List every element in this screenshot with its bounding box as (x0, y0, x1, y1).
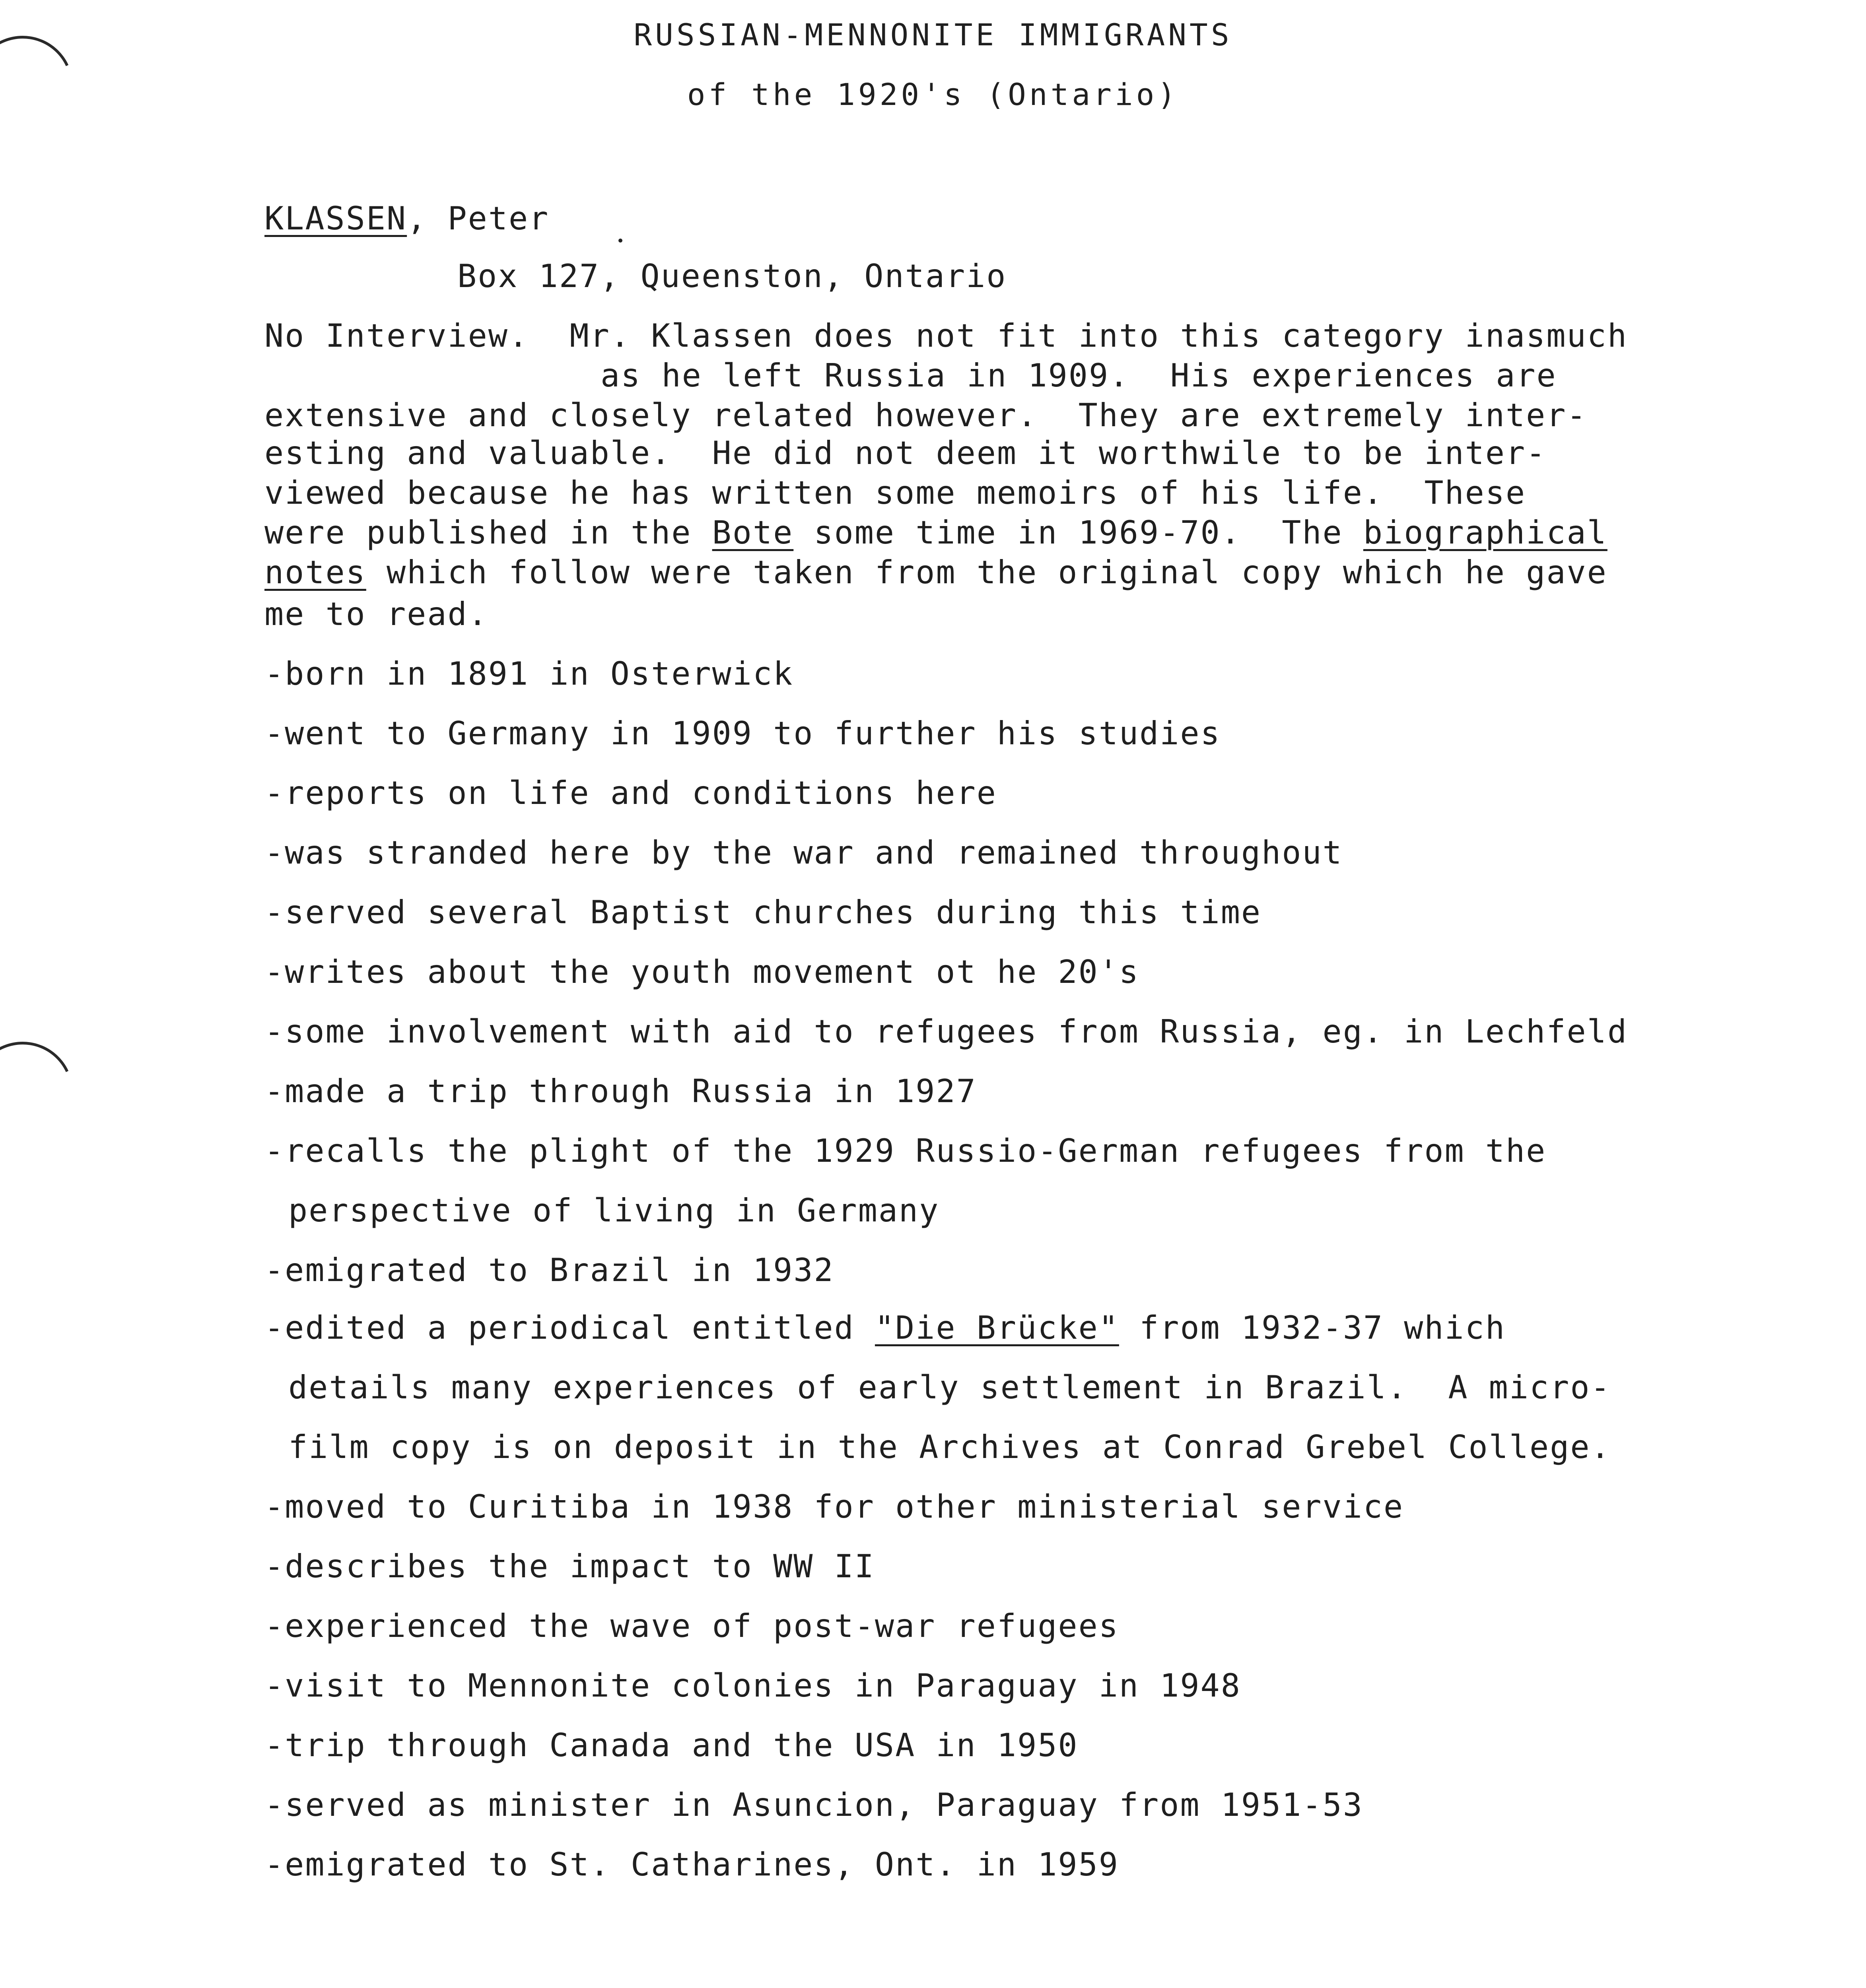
paragraph-line-5: viewed because he has written some memoirs of his life. These (264, 474, 1526, 511)
paragraph-line-6-start: were published in the (264, 514, 712, 551)
note-item-continuation: perspective of living in Germany (288, 1192, 940, 1229)
paragraph-line-3: extensive and closely related however. They are extremely inter- (264, 397, 1587, 434)
note-item: -moved to Curitiba in 1938 for other ministerial service (264, 1488, 1404, 1525)
paragraph-line-6-middle: some time in 1969-70. The (793, 514, 1363, 551)
note-item: -went to Germany in 1909 to further his studies (264, 715, 1221, 752)
note-item: -writes about the youth movement ot he 20's (264, 953, 1140, 990)
note-item: -served as minister in Asuncion, Paraguay from 1951-53 (264, 1786, 1363, 1823)
note-item (264, 1309, 1506, 1346)
paragraph-line-7-rest: which follow were taken from the original copy which he gave (366, 554, 1607, 591)
document-title-line-2: of the 1920's (Ontario) (687, 77, 1179, 112)
note-item: -emigrated to St. Catharines, Ont. in 1959 (264, 1846, 1119, 1883)
note-item-start: -edited a periodical entitled (264, 1309, 875, 1346)
periodical-title: "Die Brücke" (875, 1309, 1119, 1346)
binder-hole-mark-middle (0, 1027, 87, 1157)
note-item: -made a trip through Russia in 1927 (264, 1073, 977, 1110)
entry-name (264, 200, 550, 237)
note-item: -describes the impact to WW II (264, 1548, 875, 1585)
paragraph-line-6 (264, 514, 1607, 551)
note-item-continuation: film copy is on deposit in the Archives at Conrad Grebel College. (288, 1429, 1611, 1466)
note-item: -some involvement with aid to refugees from Russia, eg. in Lechfeld (264, 1013, 1628, 1050)
document-title-line-1: RUSSIAN-MENNONITE IMMIGRANTS (634, 17, 1232, 52)
stray-ink-dot (618, 239, 622, 243)
note-item: -served several Baptist churches during this time (264, 894, 1262, 931)
note-item-end: from 1932-37 which (1119, 1309, 1506, 1346)
note-item-continuation: details many experiences of early settlement in Brazil. A micro- (288, 1369, 1611, 1406)
paragraph-line-2: as he left Russia in 1909. His experiences are (601, 357, 1557, 394)
paragraph-line-8: me to read. (264, 596, 488, 633)
note-item: -emigrated to Brazil in 1932 (264, 1252, 834, 1289)
note-item: -visit to Mennonite colonies in Paraguay in 1948 (264, 1667, 1241, 1704)
entry-surname: KLASSEN (264, 200, 407, 237)
entry-given-name: , Peter (407, 200, 550, 237)
note-item: -experienced the wave of post-war refugees (264, 1607, 1119, 1644)
note-item: -trip through Canada and the USA in 1950 (264, 1727, 1079, 1764)
note-item: -recalls the plight of the 1929 Russio-German refugees from the (264, 1132, 1547, 1169)
note-item: -reports on life and conditions here (264, 775, 997, 812)
underlined-biographical: biographical (1363, 514, 1607, 551)
paragraph-line-1: No Interview. Mr. Klassen does not fit into this category inasmuch (264, 317, 1628, 354)
entry-address: Box 127, Queenston, Ontario (457, 258, 1007, 295)
publication-title-bote: Bote (712, 514, 794, 551)
note-item: -was stranded here by the war and remained throughout (264, 834, 1343, 871)
paragraph-line-7 (264, 554, 1607, 591)
note-item: -born in 1891 in Osterwick (264, 655, 794, 692)
paragraph-line-4: esting and valuable. He did not deem it worthwile to be inter- (264, 435, 1547, 472)
underlined-notes: notes (264, 554, 366, 591)
